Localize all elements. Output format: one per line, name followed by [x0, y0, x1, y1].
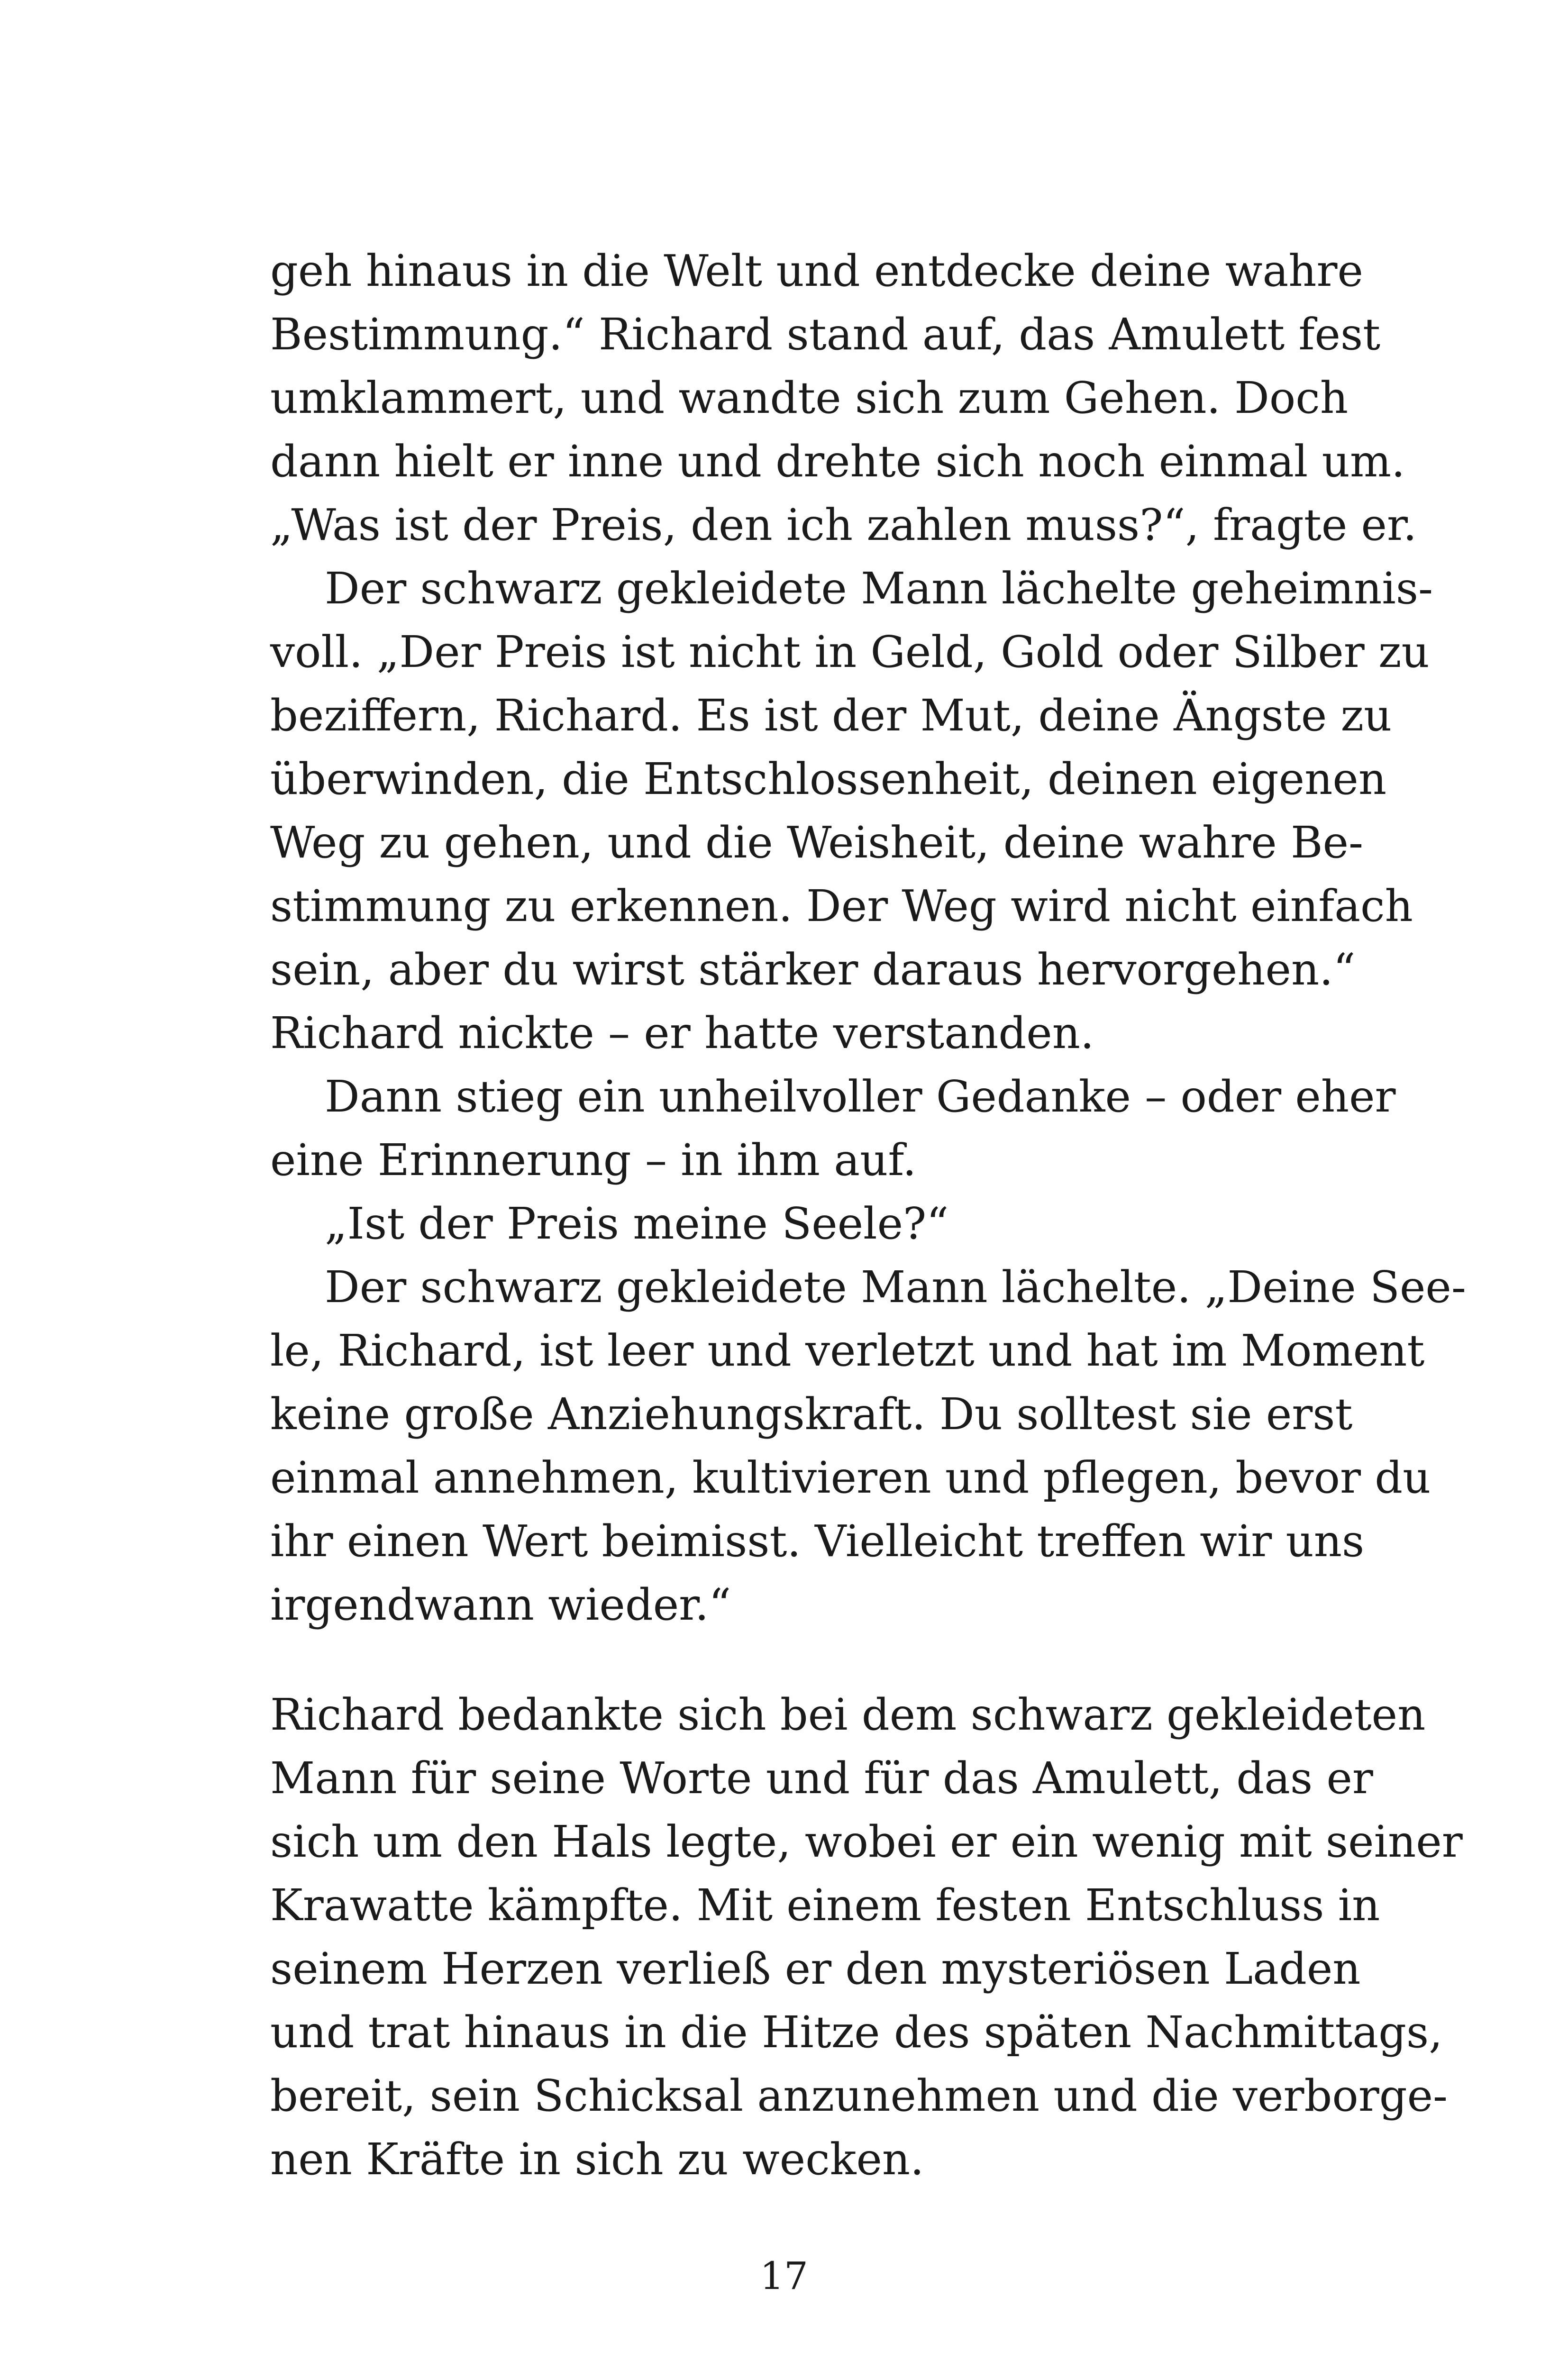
- paragraph-2-line-7: sein, aber du wirst stärker daraus hervorgehen.“: [270, 944, 1356, 995]
- paragraph-6-line-8: nen Kräfte in sich zu wecken.: [270, 2134, 924, 2185]
- paragraph-1-line-3: umklammert, und wandte sich zum Gehen. Doch: [270, 373, 1349, 423]
- paragraph-2-line-1: Der schwarz gekleidete Mann lächelte geheimnis-: [325, 563, 1433, 614]
- paragraph-4-line-1: „Ist der Preis meine Seele?“: [325, 1198, 949, 1249]
- paragraph-2-line-2: voll. „Der Preis ist nicht in Geld, Gold oder Silber zu: [270, 627, 1430, 677]
- paragraph-5-line-4: einmal annehmen, kultivieren und pflegen, bevor du: [270, 1452, 1431, 1503]
- paragraph-2-line-3: beziffern, Richard. Es ist der Mut, deine Ängste zu: [270, 690, 1392, 741]
- paragraph-2-line-6: stimmung zu erkennen. Der Weg wird nicht einfach: [270, 881, 1413, 931]
- paragraph-5-line-2: le, Richard, ist leer und verletzt und hat im Moment: [270, 1325, 1425, 1376]
- paragraph-6-line-5: seinem Herzen verließ er den mysteriösen Laden: [270, 1943, 1361, 1994]
- paragraph-6-line-2: Mann für seine Worte und für das Amulett, das er: [270, 1753, 1373, 1804]
- paragraph-6-line-4: Krawatte kämpfte. Mit einem festen Entschluss in: [270, 1880, 1380, 1931]
- paragraph-3-line-1: Dann stieg ein unheilvoller Gedanke – oder eher: [325, 1071, 1396, 1122]
- paragraph-6-line-3: sich um den Hals legte, wobei er ein wenig mit seiner: [270, 1816, 1463, 1867]
- paragraph-5-line-3: keine große Anziehungskraft. Du solltest sie erst: [270, 1389, 1353, 1440]
- paragraph-2-line-5: Weg zu gehen, und die Weisheit, deine wahre Be-: [270, 817, 1364, 868]
- paragraph-1-line-4: dann hielt er inne und drehte sich noch einmal um.: [270, 436, 1405, 487]
- paragraph-1-line-2: Bestimmung.“ Richard stand auf, das Amulett fest: [270, 309, 1381, 360]
- paragraph-2-line-8: Richard nickte – er hatte verstanden.: [270, 1008, 1094, 1058]
- paragraph-6-line-1: Richard bedankte sich bei dem schwarz gekleideten: [270, 1689, 1426, 1740]
- paragraph-1-line-5: „Was ist der Preis, den ich zahlen muss?“, fragte er.: [270, 500, 1417, 550]
- paragraph-2-line-4: überwinden, die Entschlossenheit, deinen eigenen: [270, 754, 1387, 804]
- paragraph-5-line-5: ihr einen Wert beimisst. Vielleicht treffen wir uns: [270, 1516, 1365, 1567]
- page-number: 17: [760, 2254, 808, 2298]
- paragraph-3-line-2: eine Erinnerung – in ihm auf.: [270, 1135, 917, 1185]
- paragraph-1-line-1: geh hinaus in die Welt und entdecke deine wahre: [270, 246, 1363, 296]
- paragraph-5-line-1: Der schwarz gekleidete Mann lächelte. „Deine See-: [325, 1262, 1466, 1313]
- paragraph-5-line-6: irgendwann wieder.“: [270, 1579, 731, 1630]
- paragraph-6-line-6: und trat hinaus in die Hitze des späten Nachmittags,: [270, 2007, 1443, 2058]
- paragraph-6-line-7: bereit, sein Schicksal anzunehmen und die verborge-: [270, 2070, 1448, 2121]
